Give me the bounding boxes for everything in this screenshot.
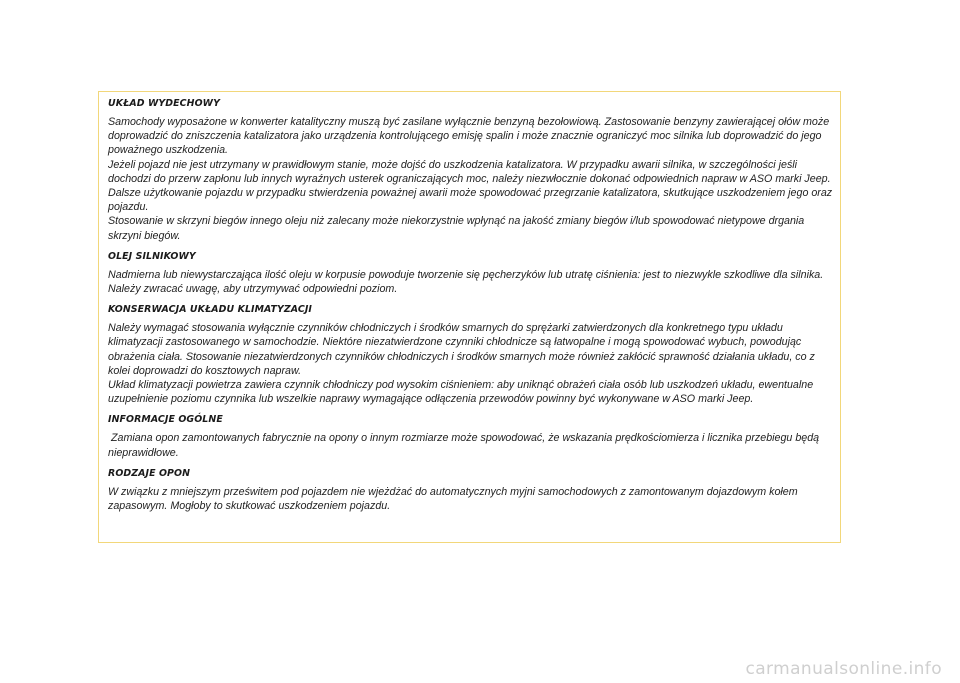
section-heading: KONSERWACJA UKŁADU KLIMATYZACJI <box>108 304 313 316</box>
section-heading: OLEJ SILNIKOWY <box>108 250 196 262</box>
section-tire-types <box>108 467 834 513</box>
warning-notice-box <box>98 91 841 543</box>
section-engine-oil <box>108 250 834 296</box>
paragraph: Zamiana opon zamontowanych fabrycznie na opony o innym rozmiarze może spowodować, że wskazania prędkościomierza i licznika przebiegu będą nieprawidłowe. <box>108 432 823 459</box>
paragraph: Jeżeli pojazd nie jest utrzymany w prawidłowym stanie, może dojść do uszkodzenia katalizatora. W przypadku awarii silnika, w szczególności jeśli dochodzi do przerw zapłonu lub innych wyraźnych usterek ograniczających moc, należy niezwłocznie dokonać odpowiednich napraw w ASO marki Jeep. Dalsze użytkowanie pojazdu w przypadku stwierdzenia poważnej awarii może spowodować przegrzanie katalizatora, skutkujące uszkodzeniem jego oraz pojazdu. <box>108 158 833 214</box>
paragraph: Nadmierna lub niewystarczająca ilość oleju w korpusie powoduje tworzenie się pęcherzyków lub utratę ciśnienia: jest to niezwykle szkodliwe dla silnika. Należy zwracać uwagę, aby utrzymywać odpowiedni poziom. <box>108 268 824 296</box>
paragraph: Układ klimatyzacji powietrza zawiera czynnik chłodniczy pod wysokim ciśnieniem: aby uniknąć obrażeń ciała osób lub uszkodzeń układu, ewentualne uzupełnienie poziomu czynnika lub wszelkie naprawy wymagające odłączenia przewodów powinny być wykonywane w ASO marki Jeep. <box>108 379 814 406</box>
paragraph: Samochody wyposażone w konwerter katalityczny muszą być zasilane wyłącznie benzyną bezołowiową. Zastosowanie benzyny zawierającej ołów może doprowadzić do zniszczenia katalizatora jako urządzenia kontrolującego emisję spalin i może znacznie ograniczyć moc silnika lub doprowadzić do jego poważnego uszkodzenia. <box>108 116 830 157</box>
section-heading: INFORMACJE OGÓLNE <box>108 414 223 426</box>
paragraph: W związku z mniejszym prześwitem pod pojazdem nie wjeżdżać do automatycznych myjni samochodowych z zamontowanym dojazdowym kołem zapasowym. Mogłoby to skutkować uszkodzeniem pojazdu. <box>108 485 798 513</box>
section-heading: RODZAJE OPON <box>108 467 191 479</box>
section-exhaust <box>108 97 834 243</box>
section-general-info <box>108 413 834 459</box>
section-ac-maintenance <box>108 303 834 406</box>
paragraph: Stosowanie w skrzyni biegów innego oleju niż zalecany może niekorzystnie wpłynąć na jakość zmiany biegów i/lub spowodować nietypowe drgania skrzyni biegów. <box>108 215 805 242</box>
paragraph: Należy wymagać stosowania wyłącznie czynników chłodniczych i środków smarnych do sprężarki zatwierdzonych dla konkretnego typu układu klimatyzacji zastosowanego w samochodzie. Niektóre niezatwierdzone czynniki chłodnicze są łatwopalne i mogą spowodować wybuch, powodując obrażenia ciała. Stosowanie niezatwierdzonych czynników chłodniczych i środków smarnych może również zakłócić sprawność działania układu, co z kolei doprowadzi do kosztowych napraw. <box>108 322 815 377</box>
site-watermark: carmanualsonline.info <box>745 659 942 679</box>
section-heading: UKŁAD WYDECHOWY <box>108 98 221 109</box>
